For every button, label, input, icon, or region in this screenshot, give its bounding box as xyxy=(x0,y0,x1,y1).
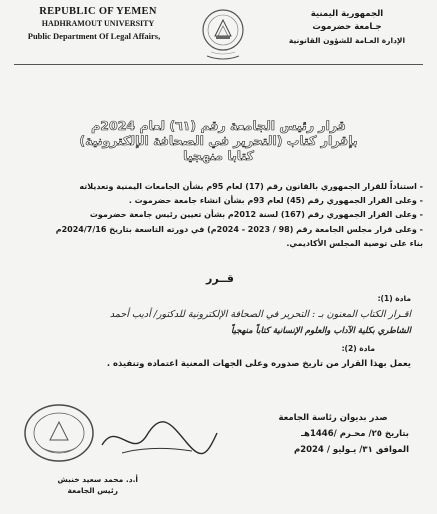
article-2-line-1: يعمل بهذا القرار من تاريخ صدوره وعلى الجهات المعنية اعتماده وتنفيذه . xyxy=(106,359,411,369)
english-header xyxy=(18,6,178,42)
preamble xyxy=(30,180,423,251)
article-1-line-2: الشاطري بكلية الآداب والعلوم الإنسانية كتاباً منهجياً xyxy=(230,326,411,336)
signatory-title: رئيس الجامعة xyxy=(67,486,118,495)
signatory-block xyxy=(18,474,138,496)
article-2-label: مادة (2): xyxy=(341,344,375,353)
university-logo-icon xyxy=(199,6,247,64)
header-country-en: REPUBLIC OF YEMEN xyxy=(39,6,157,17)
signature-icon xyxy=(92,415,222,465)
issuance-place: صدر بديوان رئاسة الجامعة xyxy=(278,413,388,423)
title-line-3: كتابا منهجيا xyxy=(183,148,254,163)
preamble-line: - وعلى القرار الجمهوري رقم (167) لسنة 2012م بشأن تعيين رئيس جامعة حضرموت xyxy=(89,210,423,220)
header-university-ar: جـامعة حضرموت xyxy=(312,22,382,32)
official-seal-icon xyxy=(20,400,98,466)
issuance-block xyxy=(219,410,409,458)
issuance-hijri-date: بتاريخ ٢٥/ محـرم /1446هـ xyxy=(301,429,409,439)
header-department-ar: الإدارة العـامة للشؤون القانونية xyxy=(288,36,406,45)
preamble-line: بناء على توصية المجلس الأكاديمي. xyxy=(286,238,423,248)
preamble-line: - وعلى القرار الجمهوري رقم (45) لعام 93م بشأن انشاء جامعة حضرموت . xyxy=(128,196,423,206)
preamble-line: - استناداً للقرار الجمهوري بالقانون رقم (17) لعام 95م بشأن الجامعات اليمنية وتعديلاته xyxy=(79,182,423,191)
article-1-line-1: اقـرار الكتاب المعنون بـ : التحرير في الصحافة الإلكترونية للدكتور/ أديب أحمد xyxy=(109,309,411,320)
arabic-header xyxy=(277,8,417,47)
header-department-en: Public Department Of Legal Affairs, xyxy=(27,31,161,41)
decision-heading: قــرر xyxy=(206,272,234,285)
decree-title xyxy=(40,118,397,163)
title-line-2: بإقرار كتاب (التحرير في الصحافة الإلكترونية) xyxy=(79,133,358,148)
title-line-1: قرار رئيس الجامعة رقم (٦١) لعام 2024م xyxy=(91,118,346,133)
article-2-text xyxy=(18,356,411,372)
article-1-label: مادة (1): xyxy=(377,294,411,303)
signatory-name: أ.د. محمد سعيد خنبش xyxy=(57,475,138,484)
header-university-en: HADHRAMOUT UNIVERSITY xyxy=(41,19,155,28)
header-divider xyxy=(14,64,423,65)
issuance-gregorian-date: الموافق ٣١/ يـوليو / 2024م xyxy=(293,445,409,455)
article-1-text xyxy=(18,307,411,339)
preamble-line: - وعلى قرار مجلس الجامعة رقم (98 / 2023 - 2024م) في دورته التاسعة بتاريخ 2024/7/16م xyxy=(55,224,423,234)
header-country-ar: الجمهورية اليمنية xyxy=(310,9,384,19)
